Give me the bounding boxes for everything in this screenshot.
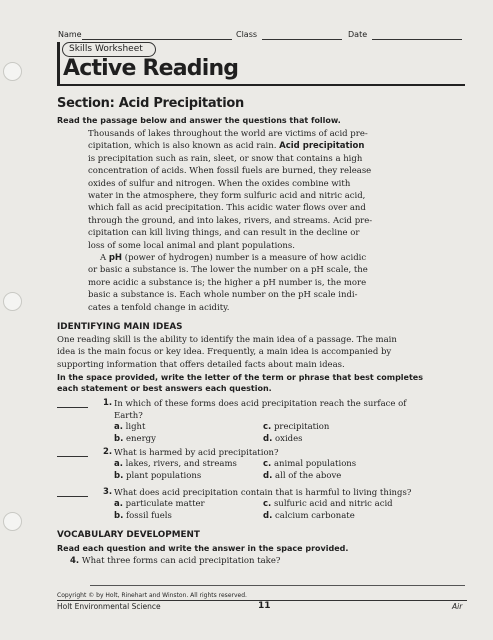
binder-hole-bottom	[3, 512, 22, 531]
stem-line: Earth?	[114, 411, 143, 421]
chapter-label: Air	[452, 602, 463, 611]
option-a: a. light	[114, 422, 146, 432]
passage-line: concentration of acids. When fossil fuels are burned, they release	[88, 166, 372, 177]
passage-line: more acidic a substance is; the higher a pH number is, the more	[88, 277, 367, 288]
bold-term-ph: pH	[108, 253, 123, 263]
passage-line: basic a substance is. Each whole number on the pH scale indi-	[88, 290, 358, 301]
main-ideas-body	[57, 334, 469, 371]
question-number: 4.	[70, 556, 80, 566]
instruction-line: In the space provided, write the letter of the term or phrase that best completes	[57, 373, 423, 382]
name-field[interactable]	[82, 39, 232, 40]
option-d: d. all of the above	[263, 471, 342, 481]
option-c: c. animal populations	[263, 459, 357, 469]
option-b: b. fossil fuels	[114, 511, 172, 521]
stem-line: In which of these forms does acid precipitation reach the surface of	[114, 399, 407, 409]
body-line: supporting information that offers detailed facts about main ideas.	[57, 359, 345, 370]
passage-line: water in the atmosphere, they form sulfuric acid and nitric acid,	[88, 191, 366, 202]
passage-line: through the ground, and into lakes, rivers, and streams. Acid pre-	[88, 215, 373, 226]
instruction-line: each statement or best answers each question.	[57, 384, 272, 393]
passage-line: oxides of sulfur and nitrogen. When the oxides combine with	[88, 178, 351, 189]
question-stem	[114, 398, 459, 422]
worksheet-type-badge: Skills Worksheet	[62, 42, 156, 57]
answer-line-4[interactable]	[90, 585, 465, 586]
passage-paragraph-2	[88, 252, 466, 314]
passage-instructions: Read the passage below and answer the questions that follow.	[57, 116, 341, 125]
bold-term: Acid precipitation	[279, 141, 365, 152]
page-title: Active Reading	[63, 56, 239, 81]
vocabulary-heading: VOCABULARY DEVELOPMENT	[57, 530, 200, 540]
option-d: d. oxides	[263, 434, 303, 444]
passage-line: cipitation can kill living things, and can result in the decline or	[88, 228, 360, 239]
copyright-notice: Copyright © by Holt, Rinehart and Winston. All rights reserved.	[57, 592, 247, 599]
multiple-choice-instructions	[57, 372, 423, 394]
body-line: One reading skill is the ability to identify the main idea of a passage. The main	[57, 335, 397, 345]
option-a: a. lakes, rivers, and streams	[114, 459, 237, 469]
binder-hole-top	[3, 62, 22, 81]
passage-line: which fall as acid precipitation. This acidic water flows over and	[88, 203, 366, 214]
passage-line: is precipitation such as rain, sleet, or snow that contains a high	[88, 153, 363, 164]
name-label: Name	[58, 30, 82, 39]
option-b: b. energy	[114, 434, 156, 444]
title-accent-bar	[57, 42, 60, 84]
book-title: Holt Environmental Science	[57, 602, 161, 611]
question-number: 2.	[103, 447, 113, 457]
question-stem: What does acid precipitation contain that is harmful to living things?	[114, 488, 412, 498]
option-b: b. plant populations	[114, 471, 202, 481]
answer-blank-1[interactable]	[57, 407, 88, 408]
passage-line: or basic a substance is. The lower the number on a pH scale, the	[88, 265, 368, 276]
class-field[interactable]	[262, 39, 342, 40]
main-ideas-heading: IDENTIFYING MAIN IDEAS	[57, 322, 183, 332]
passage-paragraph-1	[88, 128, 466, 252]
passage-line: loss of some local animal and plant populations.	[88, 240, 295, 251]
title-divider	[57, 84, 465, 86]
question-number: 1.	[103, 398, 113, 408]
answer-blank-3[interactable]	[57, 496, 88, 497]
question-4	[70, 555, 460, 567]
passage-line: A pH (power of hydrogen) number is a measure of how acidic	[100, 253, 367, 263]
option-a: a. particulate matter	[114, 499, 205, 509]
date-label: Date	[348, 30, 368, 39]
passage-line: cates a tenfold change in acidity.	[88, 302, 230, 313]
class-label: Class	[236, 30, 258, 39]
passage-line: cipitation, which is also known as acid rain. Acid precipitation	[88, 141, 365, 152]
answer-blank-2[interactable]	[57, 456, 88, 457]
section-title: Section: Acid Precipitation	[57, 96, 244, 111]
binder-hole-middle	[3, 292, 22, 311]
question-stem: What is harmed by acid precipitation?	[114, 448, 279, 458]
date-field[interactable]	[372, 39, 462, 40]
vocabulary-instructions: Read each question and write the answer in the space provided.	[57, 544, 349, 553]
body-line: idea is the main focus or key idea. Frequently, a main idea is accompanied by	[57, 347, 392, 358]
question-4-text: What three forms can acid precipitation take?	[81, 556, 281, 566]
passage-line: Thousands of lakes throughout the world are victims of acid pre-	[88, 129, 368, 139]
page-number: 11	[258, 601, 271, 611]
option-c: c. precipitation	[263, 422, 330, 432]
option-c: c. sulfuric acid and nitric acid	[263, 499, 393, 509]
question-number: 3.	[103, 487, 113, 497]
option-d: d. calcium carbonate	[263, 511, 355, 521]
